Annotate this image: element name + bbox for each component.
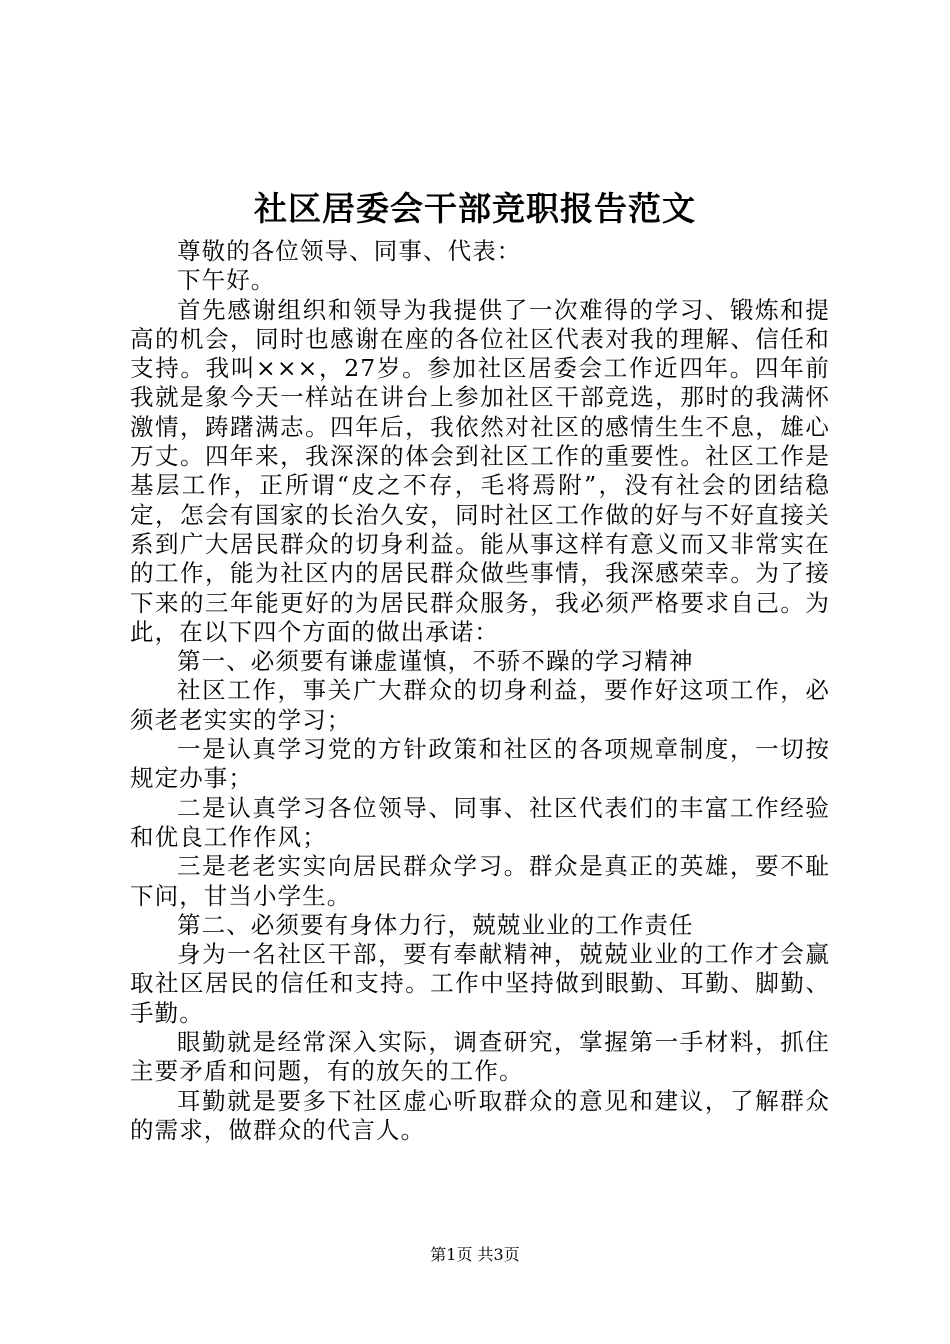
- paragraph: 耳勤就是要多下社区虚心听取群众的意见和建议，了解群众的需求，做群众的代言人。: [130, 1086, 830, 1144]
- paragraph: 二是认真学习各位领导、同事、社区代表们的丰富工作经验和优良工作作风；: [130, 793, 830, 851]
- paragraph-heading-first: 第一、必须要有谦虚谨慎，不骄不躁的学习精神: [177, 647, 694, 676]
- paragraph: 身为一名社区干部，要有奉献精神，兢兢业业的工作才会赢取社区居民的信任和支持。工作中坚持做到眼勤、耳勤、脚勤、手勤。: [130, 940, 830, 1027]
- paragraph-intro: 首先感谢组织和领导为我提供了一次难得的学习、锻炼和提高的机会，同时也感谢在座的各位社区代表对我的理解、信任和支持。我叫×××，27岁。参加社区居委会工作近四年。四年前我就是象今天一样站在讲台上参加社区干部竞选，那时的我满怀激情，踌躇满志。四年后，我依然对社区的感情生生不息，雄心万丈。四年来，我深深的体会到社区工作的重要性。社区工作是基层工作，正所谓“皮之不存，毛将焉附”，没有社会的团结稳定，怎会有国家的长治久安，同时社区工作做的好与不好直接关系到广大居民群众的切身利益。能从事这样有意义而又非常实在的工作，能为社区内的居民群众做些事情，我深感荣幸。为了接下来的三年能更好的为居民群众服务，我必须严格要求自己。为此，在以下四个方面的做出承诺：: [130, 295, 830, 646]
- paragraph: 社区工作，事关广大群众的切身利益，要作好这项工作，必须老老实实的学习；: [130, 676, 830, 734]
- paragraph-greeting: 下午好。: [177, 266, 276, 295]
- paragraph: 眼勤就是经常深入实际，调查研究，掌握第一手材料，抓住主要矛盾和问题，有的放矢的工作。: [130, 1028, 830, 1086]
- document-title: 社区居委会干部竞职报告范文: [254, 189, 696, 228]
- page-number-footer: 第1页 共3页: [430, 1245, 520, 1264]
- paragraph-heading-second: 第二、必须要有身体力行，兢兢业业的工作责任: [177, 910, 694, 939]
- paragraph: 一是认真学习党的方针政策和社区的各项规章制度，一切按规定办事；: [130, 735, 830, 793]
- paragraph-salutation: 尊敬的各位领导、同事、代表：: [177, 237, 522, 265]
- paragraph: 三是老老实实向居民群众学习。群众是真正的英雄，要不耻下问，甘当小学生。: [130, 852, 830, 910]
- document-body: [130, 237, 830, 1145]
